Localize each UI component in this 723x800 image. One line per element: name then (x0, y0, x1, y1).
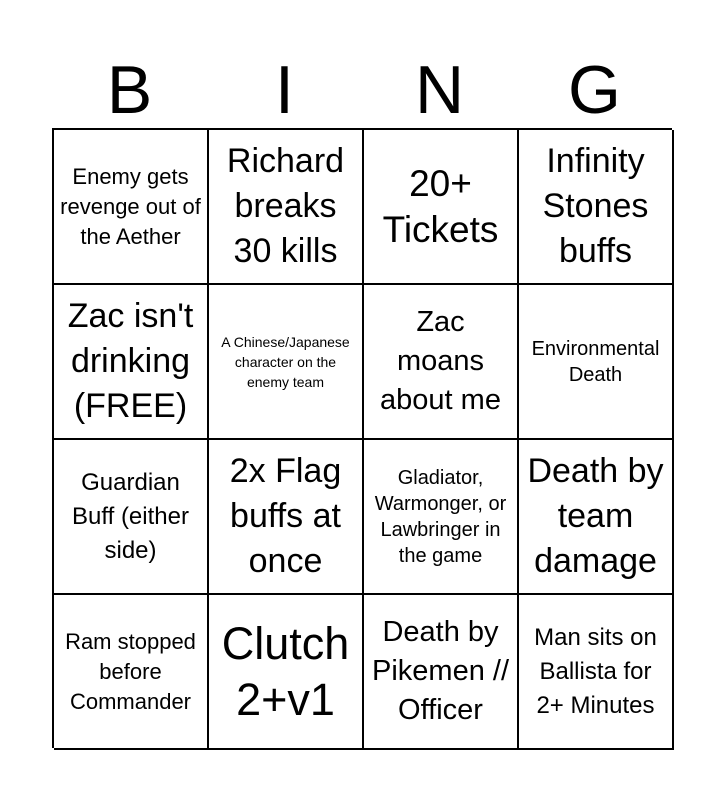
bingo-cell-r4c2[interactable] (209, 595, 364, 750)
bingo-header (52, 52, 672, 128)
bingo-cell-r2c4[interactable] (519, 285, 674, 440)
header-letter-n: N (414, 52, 465, 128)
bingo-cell-text: Death by team damage (527, 452, 664, 580)
bingo-grid (52, 128, 672, 748)
header-letter-i: I (275, 52, 294, 128)
bingo-cell-text: Guardian Buff (either side) (72, 468, 189, 564)
bingo-cell-text: Gladiator, Warmonger, or Lawbringer in the game (374, 466, 507, 567)
bingo-cell-r1c1[interactable] (54, 130, 209, 285)
bingo-cell-r2c3[interactable] (364, 285, 519, 440)
bingo-cell-r1c2[interactable] (209, 130, 364, 285)
bingo-cell-text: Zac isn't drinking (FREE) (67, 297, 194, 425)
bingo-cell-r1c3[interactable] (364, 130, 519, 285)
bingo-cell-text: Infinity Stones buffs (542, 142, 649, 270)
bingo-cell-r2c1[interactable] (54, 285, 209, 440)
bingo-cell-text: Death by Pikemen // Officer (372, 616, 509, 726)
header-letter-b: B (106, 52, 153, 128)
bingo-cell-r4c1[interactable] (54, 595, 209, 750)
bingo-cell-text: A Chinese/Japanese character on the enemy team (221, 333, 350, 390)
bingo-cell-r4c4[interactable] (519, 595, 674, 750)
bingo-cell-r3c2[interactable] (209, 440, 364, 595)
bingo-cell-text: Ram stopped before Commander (65, 628, 196, 714)
bingo-cell-text: Clutch 2+v1 (221, 617, 350, 725)
bingo-cell-r1c4[interactable] (519, 130, 674, 285)
bingo-cell-r3c4[interactable] (519, 440, 674, 595)
bingo-cell-text: Zac moans about me (380, 306, 501, 416)
bingo-cell-r3c1[interactable] (54, 440, 209, 595)
bingo-cell-r3c3[interactable] (364, 440, 519, 595)
bingo-cell-text: Environmental Death (531, 337, 660, 386)
bingo-cell-text: 2x Flag buffs at once (229, 452, 342, 580)
bingo-cell-r2c2[interactable] (209, 285, 364, 440)
bingo-cell-text: Enemy gets revenge out of the Aether (60, 163, 201, 249)
bingo-cell-text: Richard breaks 30 kills (226, 142, 345, 270)
header-letter-g: G (568, 52, 621, 128)
bingo-cell-r4c3[interactable] (364, 595, 519, 750)
bingo-cell-text: 20+ Tickets (382, 162, 499, 250)
bingo-cell-text: Man sits on Ballista for 2+ Minutes (534, 623, 657, 719)
